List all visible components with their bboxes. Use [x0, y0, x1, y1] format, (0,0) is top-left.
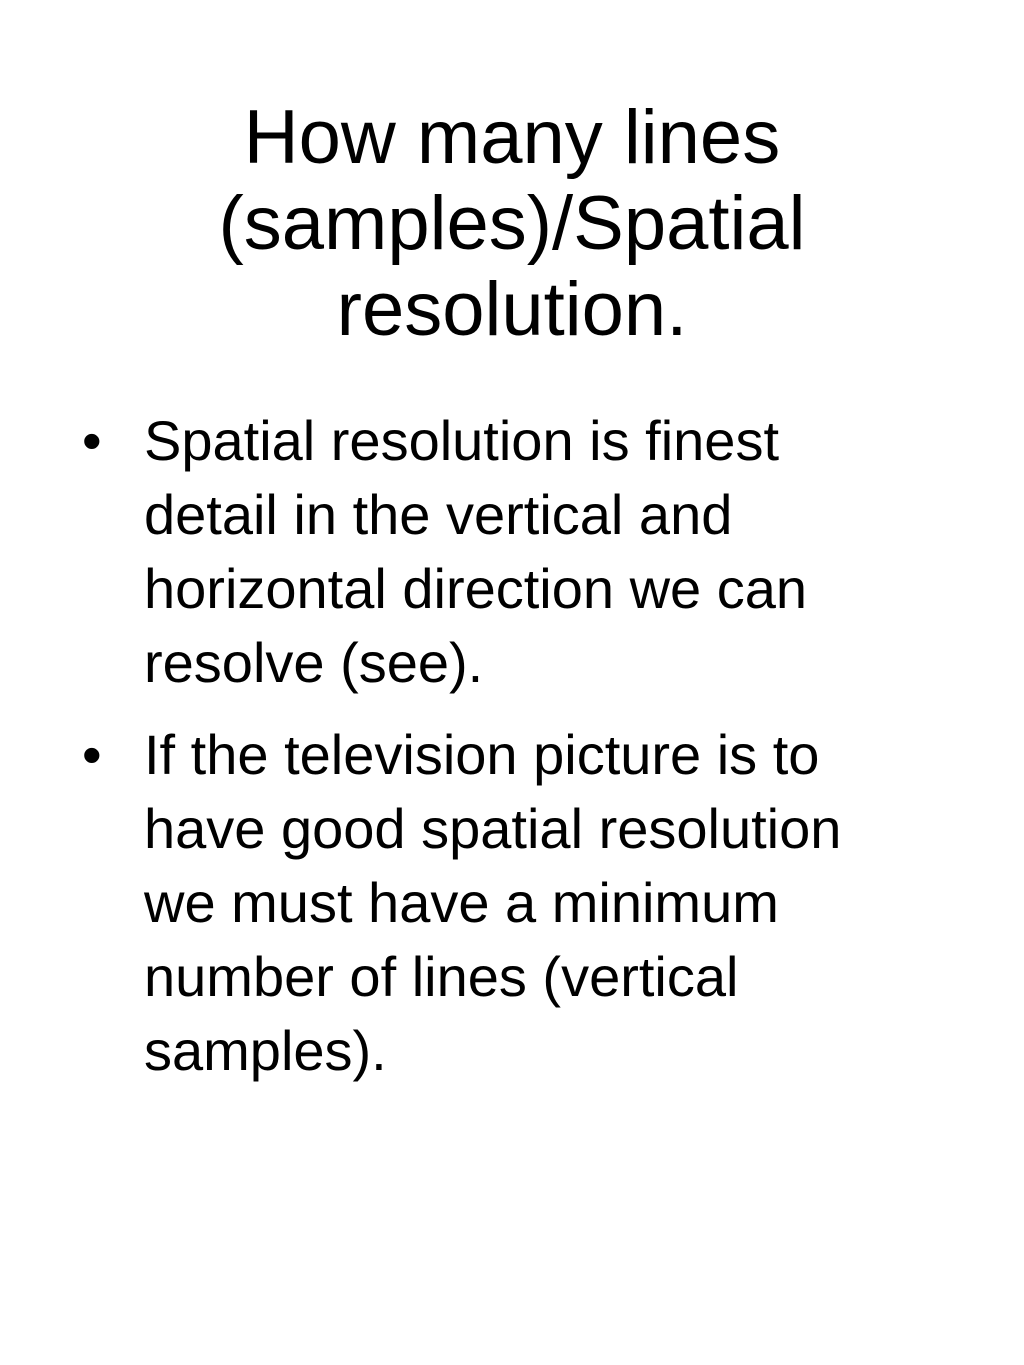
bullet-text	[144, 404, 922, 700]
slide-title-line: (samples)/Spatial	[218, 181, 806, 266]
bullet-text-line: horizontal direction we can	[144, 557, 808, 620]
bullet-item-minimum-lines	[82, 718, 922, 1088]
bullet-text-line: resolve (see).	[144, 631, 484, 694]
bullet-text-line: samples).	[144, 1019, 387, 1082]
bullet-text-line: number of lines (vertical	[144, 945, 739, 1008]
bullet-list	[82, 404, 922, 1106]
bullet-item-spatial-resolution	[82, 404, 922, 700]
slide-title-line: How many lines	[243, 95, 781, 180]
bullet-text	[144, 718, 922, 1088]
slide-title	[100, 95, 924, 353]
bullet-text-line: Spatial resolution is finest	[144, 409, 780, 472]
slide-title-line: resolution.	[336, 267, 688, 352]
bullet-text-line: we must have a minimum	[144, 871, 779, 934]
bullet-dot-icon: •	[82, 409, 102, 472]
bullet-text-line: detail in the vertical and	[144, 483, 733, 546]
bullet-dot-icon: •	[82, 723, 102, 786]
bullet-text-line: If the television picture is to	[144, 723, 820, 786]
bullet-text-line: have good spatial resolution	[144, 797, 842, 860]
